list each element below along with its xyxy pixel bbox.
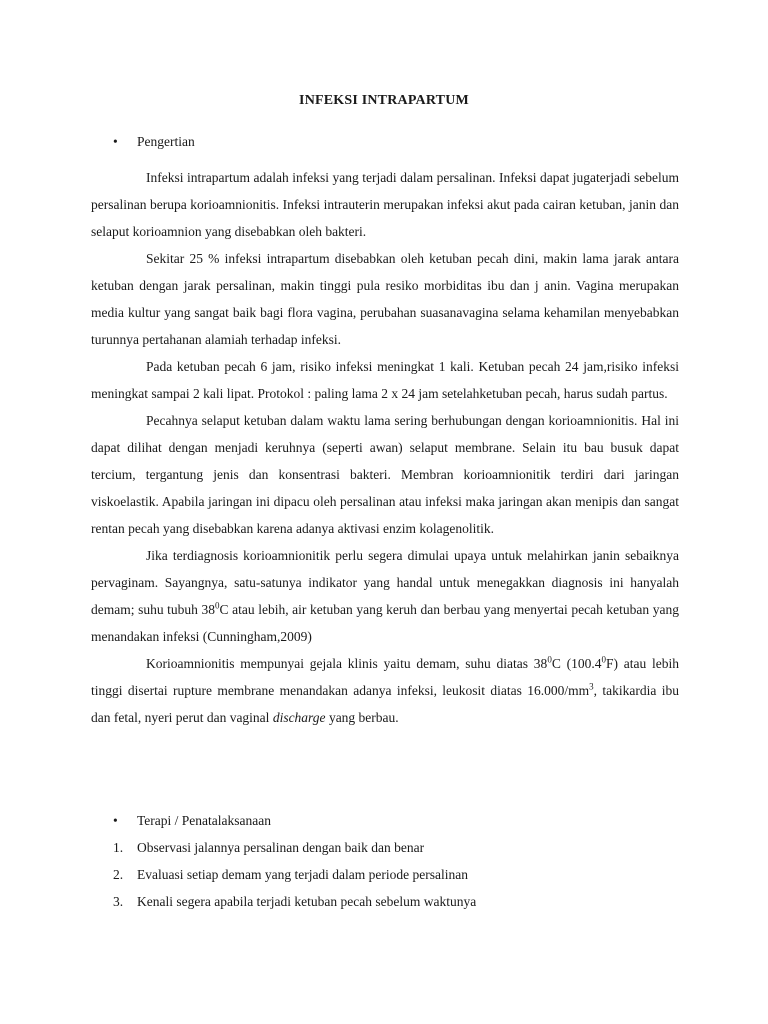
- paragraph-text: Jika terdiagnosis korioamnionitik perlu segera dimulai upaya untuk melahirkan janin sebaiknya pervaginam. Sayangnya, satu-satunya indikator yang handal untuk menegakkan diagnosis ini hanyalah demam; suhu tubuh 38: [91, 548, 679, 617]
- paragraph-text: , takikardia ibu dan fetal, nyeri perut dan vaginal: [91, 683, 679, 725]
- paragraph-text: Korioamnionitis mempunyai gejala klinis yaitu demam, suhu diatas 38: [146, 656, 548, 671]
- list-number: 3.: [113, 894, 124, 909]
- paragraph: Pada ketuban pecah 6 jam, risiko infeksi meningkat 1 kali. Ketuban pecah 24 jam,risiko infeksi meningkat sampai 2 kali lipat. Protokol : paling lama 2 x 24 jam setelahketuban pecah, harus sudah partus.: [91, 359, 679, 401]
- superscript: 0: [215, 600, 220, 611]
- paragraph-text: F) atau lebih tinggi disertai rupture membrane menandakan adanya infeksi, leukosit diatas 16.000/mm: [91, 656, 680, 698]
- bullet-icon: •: [113, 813, 118, 828]
- list-number: 2.: [113, 867, 124, 882]
- paragraph-text: C atau lebih, air ketuban yang keruh dan berbau yang menyertai pecah ketuban yang menandakan infeksi (Cunningham,2009): [91, 602, 679, 644]
- list-number: 1.: [113, 840, 124, 855]
- paragraph: [91, 650, 679, 731]
- paragraph: Pecahnya selaput ketuban dalam waktu lama sering berhubungan dengan korioamnionitis. Hal ini dapat dilihat dengan menjadi keruhnya (seperti awan) selaput membrane. Selain itu bau busuk dapat tercium, tergantung jenis dan konsentrasi bakteri. Membran korioamnionitik terdiri dari jaringan viskoelastik. Apabila jaringan ini dipacu oleh persalinan atau infeksi maka jaringan akan menipis dan sangat rentan pecah yang disebabkan karena adanya aktivasi enzim kolagenolitik.: [91, 413, 679, 536]
- paragraph: Sekitar 25 % infeksi intrapartum disebabkan oleh ketuban pecah dini, makin lama jarak antara ketuban dengan jarak persalinan, makin tinggi pula resiko morbiditas ibu dan j anin. Vagina merupakan media kultur yang sangat baik bagi flora vagina, perubahan suasanavagina selama kehamilan menyebabkan turunnya pertahanan alamiah terhadap infeksi.: [91, 251, 679, 347]
- document-title: INFEKSI INTRAPARTUM: [299, 93, 469, 108]
- paragraph-text: C (100.4: [551, 656, 602, 671]
- paragraph: Infeksi intrapartum adalah infeksi yang terjadi dalam persalinan. Infeksi dapat jugaterjadi sebelum persalinan berupa korioamnionitis. Infeksi intrauterin merupakan infeksi akut pada cairan ketuban, janin dan selaput korioamnion yang disebabkan oleh bakteri.: [91, 170, 679, 239]
- paragraph: [91, 542, 679, 650]
- list-text: Evaluasi setiap demam yang terjadi dalam periode persalinan: [137, 867, 469, 882]
- section-heading-label: Pengertian: [137, 134, 195, 149]
- section-heading-label: Terapi / Penatalaksanaan: [137, 813, 271, 828]
- superscript: 0: [601, 654, 606, 665]
- list-text: Kenali segera apabila terjadi ketuban pecah sebelum waktunya: [137, 894, 477, 909]
- superscript: 0: [547, 654, 552, 665]
- bullet-icon: •: [113, 134, 118, 149]
- superscript: 3: [589, 681, 594, 692]
- list-text: Observasi jalannya persalinan dengan baik dan benar: [137, 840, 425, 855]
- italic-term: discharge: [272, 710, 326, 725]
- paragraph-text: yang berbau.: [325, 710, 399, 725]
- body-text: [91, 164, 679, 731]
